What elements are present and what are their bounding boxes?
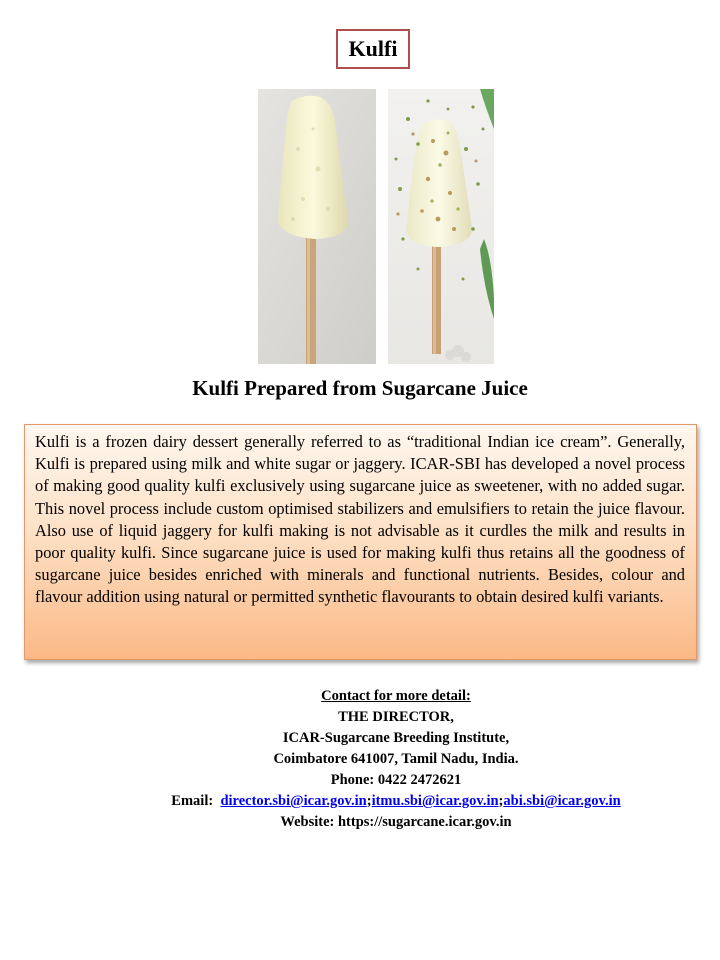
page-title xyxy=(336,29,410,69)
contact-email-line xyxy=(96,791,696,812)
contact-phone: Phone: 0422 2472621 xyxy=(330,772,462,788)
email-separator: ; xyxy=(498,793,504,809)
email-separator: ; xyxy=(366,793,372,809)
description-box xyxy=(24,424,697,660)
kulfi-photo-left xyxy=(258,89,376,364)
email-link-director[interactable]: director.sbi@icar.gov.in xyxy=(220,793,367,809)
contact-website: Website: https://sugarcane.icar.gov.in xyxy=(280,814,512,830)
email-link-abi[interactable]: abi.sbi@icar.gov.in xyxy=(503,793,621,809)
contact-address: Coimbatore 641007, Tamil Nadu, India. xyxy=(273,751,519,767)
email-link-itmu[interactable]: itmu.sbi@icar.gov.in xyxy=(371,793,499,809)
contact-institute: ICAR-Sugarcane Breeding Institute, xyxy=(282,730,510,746)
kulfi-image-left xyxy=(258,89,376,364)
kulfi-image-right xyxy=(388,89,494,364)
description-text: Kulfi is a frozen dairy dessert generally referred to as “traditional Indian ice cream”. Generally, Kulfi is prepared using milk and white sugar or jaggery. ICAR-SBI has developed a novel process of making good quality kulfi exclusively using sugarcane juice as sweetener, with no added sugar. This novel process include custom optimised stabilizers and emulsifiers to retain the juice flavour. Also use of liquid jaggery for kulfi making is not advisable as it curdles the milk and results in poor quality kulfi. Since sugarcane juice is used for making kulfi thus retains all the goodness of sugarcane juice besides enriched with minerals and functional nutrients. Besides, colour and flavour addition using natural or permitted synthetic flavourants to obtain desired kulfi variants. xyxy=(35,432,685,607)
contact-block xyxy=(96,686,696,833)
contact-director: THE DIRECTOR, xyxy=(338,709,454,725)
email-label: Email: xyxy=(171,793,214,809)
page-title-text: Kulfi xyxy=(348,36,398,61)
contact-heading: Contact for more detail: xyxy=(321,688,471,704)
photo-caption: Kulfi Prepared from Sugarcane Juice xyxy=(192,376,528,400)
kulfi-photo-right xyxy=(388,89,494,364)
